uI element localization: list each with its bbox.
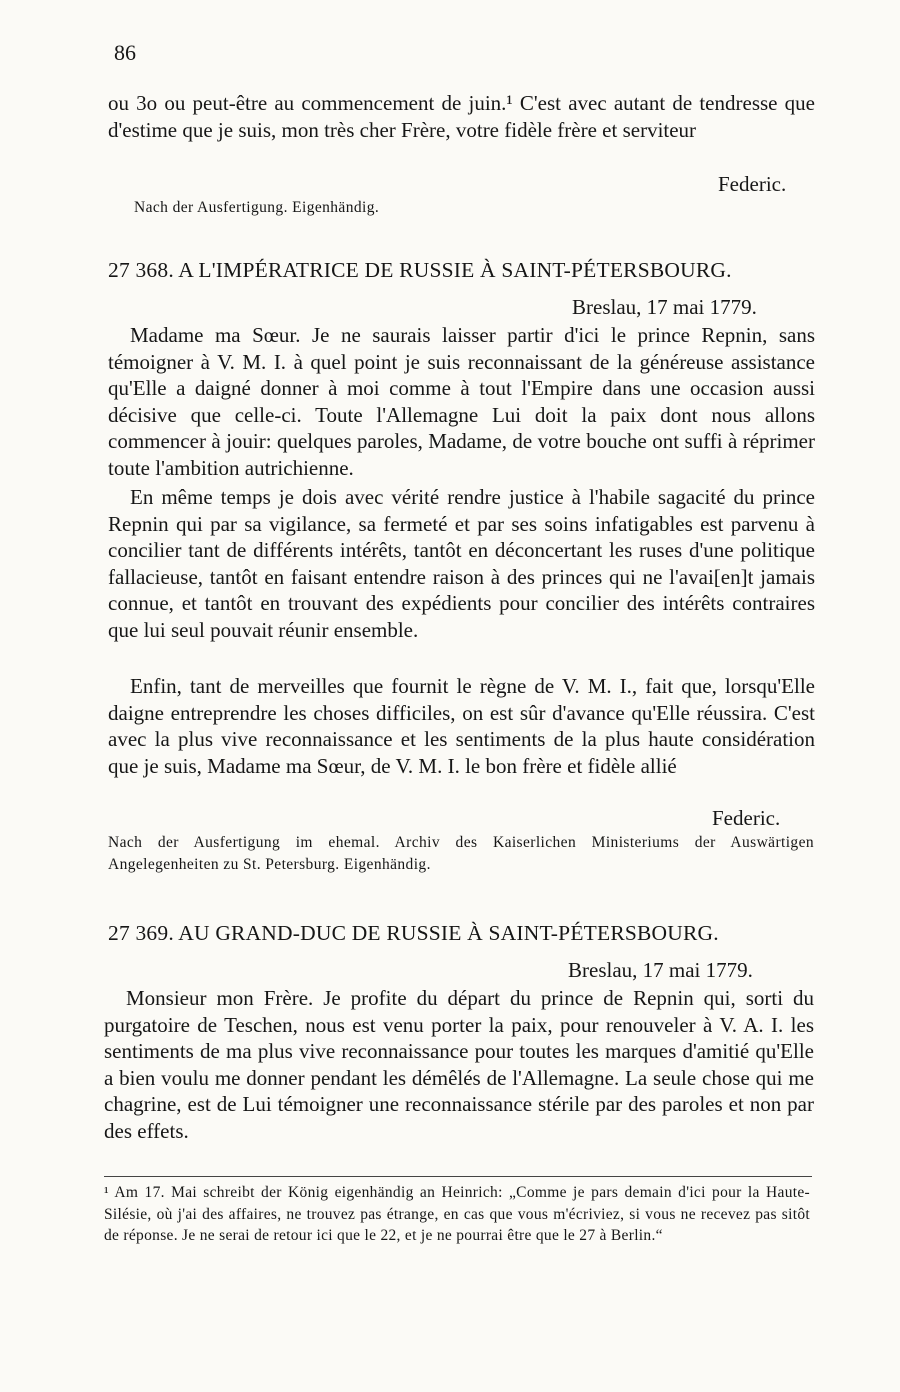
footnote: ¹ Am 17. Mai schreibt der König eigenhändig an Heinrich: „Comme je pars demain d'ici pour la Haute-Silésie, où j'ai des affaires, ne trouvez pas étrange, en cas que vous m'écriviez, si vous ne recevez pas sitôt de réponse. Je ne serai de retour ici que le 22, et je ne pourrai être que le 27 à Berlin.“ [104,1184,810,1244]
letter-heading-27368: 27 368. A L'IMPÉRATRICE DE RUSSIE À SAINT-PÉTERSBOURG. [108,258,732,282]
letter-paragraph: Madame ma Sœur. Je ne saurais laisser partir d'ici le prince Repnin, sans témoigner à V. M. I. à quel point je suis reconnaissant de la généreuse assistance qu'Elle a daigné donner à moi comme à tout l'Empire dans une occasion aussi décisive que celle-ci. Toute l'Allemagne Lui doit la paix dont nous allons commencer à jouir: quelques paroles, Madame, de votre bouche ont suffi à réprimer toute l'ambition autrichienne. [108,323,815,480]
place-date: Breslau, 17 mai 1779. [572,295,757,319]
place-date: Breslau, 17 mai 1779. [568,958,753,982]
letter-heading-27369: 27 369. AU GRAND-DUC DE RUSSIE À SAINT-PÉTERSBOURG. [108,921,719,945]
letter-paragraph: Monsieur mon Frère. Je profite du départ du prince de Repnin qui, sorti du purgatoire de Teschen, nous est venu porter la paix, pour renouveler à V. A. I. les sentiments de ma plus vive reconnaissance pour toutes les marques d'amitié qu'Elle a bien voulu me donner pendant les démêlés de l'Allemagne. La seule chose qui me chagrine, est de Lui témoigner une reconnaissance stérile par des paroles et non par des effets. [104,986,814,1143]
source-note: Nach der Ausfertigung. Eigenhändig. [134,199,380,216]
page-number: 86 [114,40,136,65]
signature: Federic. [718,172,787,196]
continuation-paragraph: ou 3o ou peut-être au commencement de juin.¹ C'est avec autant de tendresse que d'estime que je suis, mon très cher Frère, votre fidèle frère et serviteur [108,91,815,142]
letter-paragraph: En même temps je dois avec vérité rendre justice à l'habile sagacité du prince Repnin qui par sa vigilance, sa fermeté et par ses soins infatigables est parvenu à concilier tant de différents intérêts, tantôt en déconcertant les ruses d'une politique fallacieuse, tantôt en faisant entendre raison à des princes qui ne l'avai[en]t jamais connue, et tantôt en trouvant des expédients pour concilier des intérêts contraires que lui seul pouvait réunir ensemble. [108,485,815,642]
signature: Federic. [712,806,781,830]
letter-paragraph: Enfin, tant de merveilles que fournit le règne de V. M. I., fait que, lorsqu'Elle daigne entreprendre les choses difficiles, on est sûr d'avance qu'Elle réussira. C'est avec la plus vive reconnaissance et les sentiments de la plus haute considération que je suis, Madame ma Sœur, de V. M. I. le bon frère et fidèle allié [108,674,815,778]
source-note: Nach der Ausfertigung im ehemal. Archiv des Kaiserlichen Ministeriums der Auswärtigen Angelegenheiten zu St. Petersburg. Eigenhändig. [108,834,814,873]
footnote-rule [104,1176,812,1177]
